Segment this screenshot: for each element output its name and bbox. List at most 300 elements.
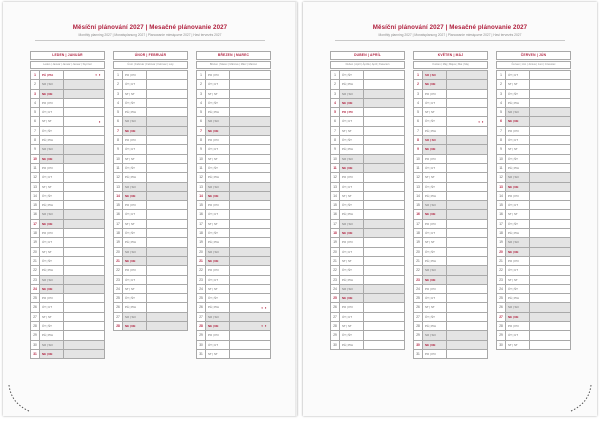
day-row[interactable]: [497, 117, 570, 126]
note-line[interactable]: [530, 238, 570, 246]
day-row[interactable]: [31, 220, 104, 229]
note-line[interactable]: [447, 331, 487, 339]
note-line[interactable]: [447, 108, 487, 116]
day-row[interactable]: [197, 71, 270, 80]
note-line[interactable]: [230, 341, 270, 349]
note-line[interactable]: [364, 201, 404, 209]
note-line[interactable]: [230, 80, 270, 88]
day-row[interactable]: [114, 108, 187, 117]
note-line[interactable]: [530, 322, 570, 330]
day-row[interactable]: [197, 322, 270, 331]
day-row[interactable]: [414, 192, 487, 201]
note-line[interactable]: [64, 99, 104, 107]
note-line[interactable]: [447, 276, 487, 284]
day-row[interactable]: [197, 229, 270, 238]
day-row[interactable]: [197, 145, 270, 154]
day-row[interactable]: [331, 183, 404, 192]
note-line[interactable]: [147, 248, 187, 256]
day-row[interactable]: [414, 294, 487, 303]
note-line[interactable]: [230, 192, 270, 200]
note-line[interactable]: [147, 276, 187, 284]
note-line[interactable]: [230, 294, 270, 302]
note-line[interactable]: [447, 341, 487, 349]
note-line[interactable]: [530, 210, 570, 218]
note-line[interactable]: [230, 285, 270, 293]
note-line[interactable]: [530, 127, 570, 135]
day-row[interactable]: [197, 127, 270, 136]
day-row[interactable]: [114, 173, 187, 182]
note-line[interactable]: [364, 285, 404, 293]
note-line[interactable]: [447, 210, 487, 218]
note-line[interactable]: [230, 276, 270, 284]
note-line[interactable]: [447, 127, 487, 135]
day-row[interactable]: [497, 210, 570, 219]
day-row[interactable]: [31, 127, 104, 136]
day-row[interactable]: [31, 164, 104, 173]
day-row[interactable]: [414, 266, 487, 275]
day-row[interactable]: [331, 192, 404, 201]
note-line[interactable]: [447, 183, 487, 191]
day-row[interactable]: [31, 294, 104, 303]
day-row[interactable]: [331, 173, 404, 182]
note-line[interactable]: [230, 117, 270, 125]
day-row[interactable]: [114, 117, 187, 126]
note-line[interactable]: [64, 220, 104, 228]
note-line[interactable]: [230, 183, 270, 191]
note-line[interactable]: [64, 145, 104, 153]
day-row[interactable]: [31, 350, 104, 359]
day-row[interactable]: [197, 173, 270, 182]
day-row[interactable]: [31, 322, 104, 331]
day-row[interactable]: [497, 99, 570, 108]
note-line[interactable]: [364, 80, 404, 88]
day-row[interactable]: [31, 238, 104, 247]
day-row[interactable]: [331, 322, 404, 331]
note-line[interactable]: [147, 99, 187, 107]
day-row[interactable]: [497, 294, 570, 303]
note-line[interactable]: [147, 117, 187, 125]
note-line[interactable]: [230, 220, 270, 228]
day-row[interactable]: [414, 229, 487, 238]
day-row[interactable]: [497, 266, 570, 275]
day-row[interactable]: [414, 350, 487, 359]
note-line[interactable]: [64, 322, 104, 330]
note-line[interactable]: [447, 238, 487, 246]
day-row[interactable]: [331, 238, 404, 247]
day-row[interactable]: [414, 71, 487, 80]
note-line[interactable]: [230, 303, 270, 311]
day-row[interactable]: [497, 257, 570, 266]
note-line[interactable]: [64, 136, 104, 144]
day-row[interactable]: [197, 183, 270, 192]
note-line[interactable]: [230, 136, 270, 144]
note-line[interactable]: [447, 71, 487, 79]
note-line[interactable]: [364, 294, 404, 302]
note-line[interactable]: [530, 164, 570, 172]
note-line[interactable]: [147, 164, 187, 172]
note-line[interactable]: [147, 210, 187, 218]
note-line[interactable]: [230, 313, 270, 321]
day-row[interactable]: [114, 164, 187, 173]
day-row[interactable]: [114, 80, 187, 89]
note-line[interactable]: [447, 136, 487, 144]
day-row[interactable]: [31, 136, 104, 145]
day-row[interactable]: [114, 90, 187, 99]
day-row[interactable]: [331, 127, 404, 136]
day-row[interactable]: [331, 229, 404, 238]
note-line[interactable]: [530, 303, 570, 311]
note-line[interactable]: [64, 127, 104, 135]
note-line[interactable]: [447, 80, 487, 88]
day-row[interactable]: [197, 192, 270, 201]
day-row[interactable]: [331, 266, 404, 275]
note-line[interactable]: [447, 164, 487, 172]
day-row[interactable]: [31, 257, 104, 266]
day-row[interactable]: [414, 155, 487, 164]
day-row[interactable]: [114, 322, 187, 331]
day-row[interactable]: [114, 229, 187, 238]
note-line[interactable]: [364, 303, 404, 311]
day-row[interactable]: [31, 90, 104, 99]
note-line[interactable]: [64, 90, 104, 98]
note-line[interactable]: [64, 276, 104, 284]
day-row[interactable]: [497, 183, 570, 192]
day-row[interactable]: [31, 201, 104, 210]
day-row[interactable]: [497, 331, 570, 340]
note-line[interactable]: [64, 303, 104, 311]
note-line[interactable]: [364, 164, 404, 172]
day-row[interactable]: [197, 294, 270, 303]
day-row[interactable]: [414, 248, 487, 257]
day-row[interactable]: [114, 155, 187, 164]
day-row[interactable]: [114, 248, 187, 257]
day-row[interactable]: [197, 220, 270, 229]
note-line[interactable]: [447, 201, 487, 209]
day-row[interactable]: [114, 257, 187, 266]
day-row[interactable]: [197, 248, 270, 257]
note-line[interactable]: [364, 331, 404, 339]
note-line[interactable]: [364, 173, 404, 181]
day-row[interactable]: [197, 276, 270, 285]
day-row[interactable]: [331, 136, 404, 145]
day-row[interactable]: [197, 303, 270, 312]
day-row[interactable]: [331, 108, 404, 117]
day-row[interactable]: [497, 155, 570, 164]
day-row[interactable]: [114, 210, 187, 219]
day-row[interactable]: [197, 80, 270, 89]
day-row[interactable]: [31, 313, 104, 322]
note-line[interactable]: [64, 238, 104, 246]
day-row[interactable]: [497, 145, 570, 154]
day-row[interactable]: [114, 303, 187, 312]
note-line[interactable]: [530, 257, 570, 265]
day-row[interactable]: [497, 313, 570, 322]
day-row[interactable]: [331, 331, 404, 340]
day-row[interactable]: [331, 248, 404, 257]
note-line[interactable]: [530, 183, 570, 191]
note-line[interactable]: [364, 145, 404, 153]
note-line[interactable]: [447, 229, 487, 237]
note-line[interactable]: [447, 220, 487, 228]
day-row[interactable]: [31, 192, 104, 201]
note-line[interactable]: [147, 90, 187, 98]
note-line[interactable]: [230, 238, 270, 246]
note-line[interactable]: [64, 331, 104, 339]
day-row[interactable]: [331, 210, 404, 219]
day-row[interactable]: [497, 303, 570, 312]
day-row[interactable]: [331, 341, 404, 350]
day-row[interactable]: [414, 183, 487, 192]
day-row[interactable]: [497, 220, 570, 229]
day-row[interactable]: [414, 331, 487, 340]
day-row[interactable]: [31, 303, 104, 312]
note-line[interactable]: [147, 155, 187, 163]
note-line[interactable]: [147, 285, 187, 293]
note-line[interactable]: [447, 266, 487, 274]
day-row[interactable]: [331, 303, 404, 312]
note-line[interactable]: [230, 201, 270, 209]
day-row[interactable]: [497, 80, 570, 89]
day-row[interactable]: [31, 341, 104, 350]
day-row[interactable]: [197, 350, 270, 359]
day-row[interactable]: [114, 238, 187, 247]
note-line[interactable]: [230, 71, 270, 79]
note-line[interactable]: [64, 117, 104, 125]
day-row[interactable]: [497, 192, 570, 201]
day-row[interactable]: [414, 341, 487, 350]
note-line[interactable]: [447, 117, 487, 125]
note-line[interactable]: [364, 341, 404, 349]
note-line[interactable]: [64, 164, 104, 172]
day-row[interactable]: [497, 201, 570, 210]
day-row[interactable]: [31, 71, 104, 80]
note-line[interactable]: [230, 210, 270, 218]
day-row[interactable]: [331, 220, 404, 229]
note-line[interactable]: [530, 331, 570, 339]
note-line[interactable]: [530, 155, 570, 163]
day-row[interactable]: [331, 117, 404, 126]
day-row[interactable]: [414, 108, 487, 117]
note-line[interactable]: [64, 183, 104, 191]
note-line[interactable]: [147, 303, 187, 311]
day-row[interactable]: [414, 276, 487, 285]
note-line[interactable]: [147, 322, 187, 330]
note-line[interactable]: [530, 99, 570, 107]
day-row[interactable]: [414, 136, 487, 145]
day-row[interactable]: [497, 341, 570, 350]
note-line[interactable]: [364, 155, 404, 163]
day-row[interactable]: [114, 127, 187, 136]
note-line[interactable]: [530, 80, 570, 88]
note-line[interactable]: [364, 229, 404, 237]
day-row[interactable]: [414, 220, 487, 229]
day-row[interactable]: [197, 155, 270, 164]
note-line[interactable]: [447, 145, 487, 153]
day-row[interactable]: [497, 248, 570, 257]
note-line[interactable]: [530, 229, 570, 237]
day-row[interactable]: [414, 164, 487, 173]
note-line[interactable]: [364, 117, 404, 125]
day-row[interactable]: [114, 192, 187, 201]
day-row[interactable]: [497, 136, 570, 145]
note-line[interactable]: [147, 266, 187, 274]
note-line[interactable]: [147, 71, 187, 79]
note-line[interactable]: [64, 350, 104, 358]
note-line[interactable]: [64, 229, 104, 237]
note-line[interactable]: [230, 173, 270, 181]
day-row[interactable]: [197, 164, 270, 173]
day-row[interactable]: [497, 127, 570, 136]
day-row[interactable]: [31, 285, 104, 294]
note-line[interactable]: [364, 90, 404, 98]
note-line[interactable]: [530, 71, 570, 79]
day-row[interactable]: [197, 257, 270, 266]
note-line[interactable]: [230, 155, 270, 163]
day-row[interactable]: [197, 341, 270, 350]
day-row[interactable]: [331, 99, 404, 108]
note-line[interactable]: [364, 313, 404, 321]
day-row[interactable]: [414, 313, 487, 322]
day-row[interactable]: [197, 90, 270, 99]
day-row[interactable]: [497, 173, 570, 182]
day-row[interactable]: [331, 201, 404, 210]
note-line[interactable]: [64, 341, 104, 349]
note-line[interactable]: [64, 285, 104, 293]
day-row[interactable]: [31, 266, 104, 275]
day-row[interactable]: [31, 229, 104, 238]
day-row[interactable]: [197, 238, 270, 247]
note-line[interactable]: [64, 266, 104, 274]
note-line[interactable]: [147, 220, 187, 228]
day-row[interactable]: [197, 136, 270, 145]
day-row[interactable]: [331, 294, 404, 303]
note-line[interactable]: [364, 192, 404, 200]
day-row[interactable]: [497, 322, 570, 331]
day-row[interactable]: [114, 313, 187, 322]
note-line[interactable]: [147, 201, 187, 209]
day-row[interactable]: [197, 117, 270, 126]
day-row[interactable]: [197, 285, 270, 294]
note-line[interactable]: [447, 192, 487, 200]
note-line[interactable]: [230, 90, 270, 98]
note-line[interactable]: [530, 285, 570, 293]
note-line[interactable]: [64, 294, 104, 302]
day-row[interactable]: [331, 80, 404, 89]
day-row[interactable]: [114, 71, 187, 80]
day-row[interactable]: [197, 108, 270, 117]
day-row[interactable]: [31, 210, 104, 219]
note-line[interactable]: [364, 136, 404, 144]
note-line[interactable]: [447, 173, 487, 181]
note-line[interactable]: [364, 266, 404, 274]
day-row[interactable]: [414, 238, 487, 247]
note-line[interactable]: [364, 71, 404, 79]
day-row[interactable]: [114, 276, 187, 285]
day-row[interactable]: [31, 155, 104, 164]
day-row[interactable]: [197, 201, 270, 210]
day-row[interactable]: [114, 220, 187, 229]
day-row[interactable]: [197, 210, 270, 219]
note-line[interactable]: [64, 108, 104, 116]
note-line[interactable]: [530, 117, 570, 125]
note-line[interactable]: [64, 80, 104, 88]
day-row[interactable]: [497, 90, 570, 99]
day-row[interactable]: [414, 145, 487, 154]
day-row[interactable]: [31, 331, 104, 340]
note-line[interactable]: [230, 229, 270, 237]
note-line[interactable]: [147, 108, 187, 116]
note-line[interactable]: [64, 201, 104, 209]
note-line[interactable]: [364, 322, 404, 330]
day-row[interactable]: [414, 303, 487, 312]
day-row[interactable]: [497, 276, 570, 285]
day-row[interactable]: [414, 257, 487, 266]
note-line[interactable]: [64, 155, 104, 163]
day-row[interactable]: [114, 285, 187, 294]
note-line[interactable]: [530, 201, 570, 209]
note-line[interactable]: [147, 173, 187, 181]
note-line[interactable]: [64, 173, 104, 181]
note-line[interactable]: [147, 313, 187, 321]
note-line[interactable]: [230, 164, 270, 172]
note-line[interactable]: [64, 257, 104, 265]
note-line[interactable]: [364, 127, 404, 135]
note-line[interactable]: [230, 145, 270, 153]
day-row[interactable]: [114, 201, 187, 210]
day-row[interactable]: [114, 183, 187, 192]
note-line[interactable]: [364, 238, 404, 246]
day-row[interactable]: [331, 164, 404, 173]
note-line[interactable]: [364, 210, 404, 218]
day-row[interactable]: [414, 210, 487, 219]
note-line[interactable]: [64, 210, 104, 218]
note-line[interactable]: [530, 341, 570, 349]
note-line[interactable]: [447, 303, 487, 311]
note-line[interactable]: [64, 192, 104, 200]
note-line[interactable]: [447, 257, 487, 265]
note-line[interactable]: [447, 285, 487, 293]
day-row[interactable]: [414, 173, 487, 182]
note-line[interactable]: [230, 257, 270, 265]
note-line[interactable]: [364, 248, 404, 256]
note-line[interactable]: [530, 266, 570, 274]
day-row[interactable]: [331, 313, 404, 322]
day-row[interactable]: [414, 80, 487, 89]
note-line[interactable]: [230, 127, 270, 135]
note-line[interactable]: [364, 108, 404, 116]
note-line[interactable]: [530, 173, 570, 181]
note-line[interactable]: [364, 257, 404, 265]
note-line[interactable]: [147, 238, 187, 246]
day-row[interactable]: [331, 257, 404, 266]
note-line[interactable]: [530, 90, 570, 98]
day-row[interactable]: [31, 145, 104, 154]
note-line[interactable]: [230, 108, 270, 116]
note-line[interactable]: [530, 136, 570, 144]
day-row[interactable]: [197, 266, 270, 275]
day-row[interactable]: [497, 71, 570, 80]
day-row[interactable]: [114, 145, 187, 154]
note-line[interactable]: [447, 294, 487, 302]
note-line[interactable]: [147, 136, 187, 144]
day-row[interactable]: [31, 80, 104, 89]
day-row[interactable]: [114, 136, 187, 145]
note-line[interactable]: [147, 127, 187, 135]
note-line[interactable]: [530, 294, 570, 302]
note-line[interactable]: [447, 313, 487, 321]
note-line[interactable]: [530, 313, 570, 321]
day-row[interactable]: [331, 285, 404, 294]
